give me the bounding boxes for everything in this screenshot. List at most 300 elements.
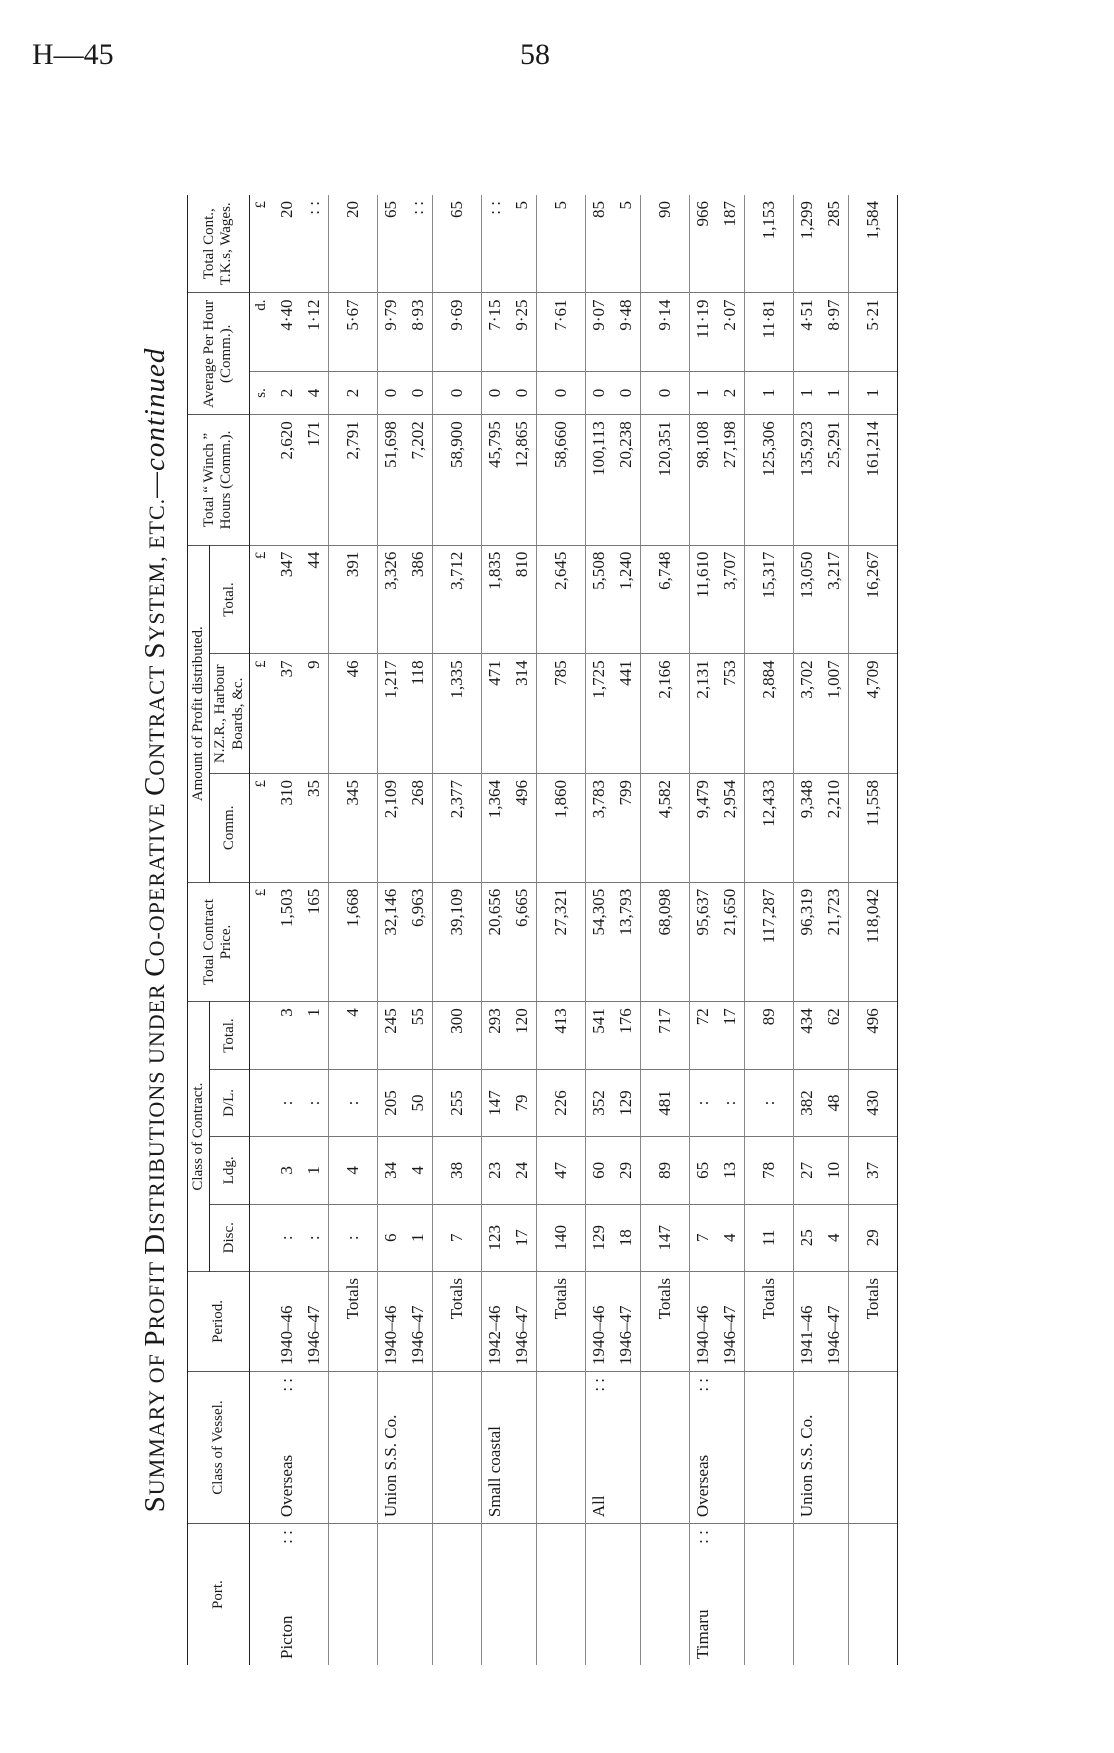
cell-ldg: 3 [274, 1137, 301, 1204]
cell-price: 95,637 [689, 882, 717, 1002]
units-row [249, 195, 274, 1665]
cell-avg-d: 9·69 [432, 293, 481, 371]
cell-comm: 3,783 [585, 773, 613, 882]
cell-avg-d: 5·67 [328, 293, 377, 371]
table-row [301, 195, 329, 1665]
cell-avg-s: 2 [328, 371, 377, 414]
col-comm: Comm. [210, 773, 250, 882]
cell-port [432, 1524, 481, 1665]
totals-row [744, 195, 793, 1665]
cell-winch: 58,660 [536, 415, 585, 545]
totals-row [536, 195, 585, 1665]
col-dl: D/L. [210, 1069, 250, 1136]
cell-ptotal: 11,610 [689, 545, 717, 654]
cell-period: 1941–46 [793, 1271, 821, 1371]
cell-avg-s: 0 [377, 371, 405, 414]
col-period: Period. [188, 1271, 250, 1371]
col-nzr: N.Z.R., Harbour Boards, &c. [210, 654, 250, 774]
cell-period: 1946–47 [509, 1271, 537, 1371]
cell-port [377, 1524, 405, 1665]
cell-disc: 4 [821, 1204, 849, 1271]
cell-dl: 147 [481, 1069, 509, 1136]
cell-total: 4 [328, 1002, 377, 1069]
cell-port: Picton : : [277, 1530, 297, 1659]
cell-avg-s: 0 [481, 371, 509, 414]
cell-avg-d: 9·14 [640, 293, 689, 371]
cell-dl: : [328, 1069, 377, 1136]
cell-wages: 85 [585, 195, 613, 293]
cell-nzr: 314 [509, 654, 537, 774]
cell-period: 1940–46 [377, 1271, 405, 1371]
cell-port [848, 1524, 897, 1665]
col-vessel: Class of Vessel. [188, 1371, 250, 1523]
cell-wages: : : [481, 195, 509, 293]
cell-ldg: 60 [585, 1137, 613, 1204]
cell-nzr: 1,335 [432, 654, 481, 774]
cell-port: Timaru : : [693, 1530, 713, 1659]
cell-avg-s: 1 [689, 371, 717, 414]
cell-dl: 430 [848, 1069, 897, 1136]
col-group-profit: Amount of Profit distributed. [188, 545, 210, 882]
cell-ptotal: 3,712 [432, 545, 481, 654]
cell-price: 1,503 [274, 882, 301, 1002]
cell-ldg: 29 [613, 1137, 641, 1204]
cell-period: 1946–47 [405, 1271, 433, 1371]
cell-winch: 135,923 [793, 415, 821, 545]
profit-distribution-table [187, 195, 898, 1665]
cell-wages: 5 [509, 195, 537, 293]
cell-total: 541 [585, 1002, 613, 1069]
cell-wages: 5 [613, 195, 641, 293]
cell-dl: : [301, 1069, 329, 1136]
cell-vessel [717, 1371, 745, 1523]
cell-winch: 2,620 [274, 415, 301, 545]
cell-dl: : [689, 1069, 717, 1136]
cell-dl: 79 [509, 1069, 537, 1136]
cell-period: Totals [432, 1271, 481, 1371]
cell-period: 1942–46 [481, 1271, 509, 1371]
cell-winch: 171 [301, 415, 329, 545]
cell-wages: 1,153 [744, 195, 793, 293]
cell-wages: : : [405, 195, 433, 293]
cell-ldg: 34 [377, 1137, 405, 1204]
cell-disc: : [328, 1204, 377, 1271]
cell-port [640, 1524, 689, 1665]
cell-avg-d: 8·93 [405, 293, 433, 371]
table-row [689, 195, 717, 1665]
cell-ptotal: 347 [274, 545, 301, 654]
cell-disc: 140 [536, 1204, 585, 1271]
table-row [793, 195, 821, 1665]
cell-total: 245 [377, 1002, 405, 1069]
cell-ptotal: 16,267 [848, 545, 897, 654]
cell-vessel: Union S.S. Co. [793, 1371, 821, 1523]
cell-ptotal: 386 [405, 545, 433, 654]
cell-dl: 255 [432, 1069, 481, 1136]
cell-avg-d: 9·79 [377, 293, 405, 371]
cell-wages: 285 [821, 195, 849, 293]
cell-period: 1946–47 [717, 1271, 745, 1371]
cell-ptotal: 3,217 [821, 545, 849, 654]
cell-total: 176 [613, 1002, 641, 1069]
cell-period: 1946–47 [613, 1271, 641, 1371]
totals-row [328, 195, 377, 1665]
col-disc: Disc. [210, 1204, 250, 1271]
cell-avg-s: 0 [640, 371, 689, 414]
cell-nzr: 1,007 [821, 654, 849, 774]
cell-nzr: 46 [328, 654, 377, 774]
cell-period: 1940–46 [689, 1271, 717, 1371]
table-row [481, 195, 509, 1665]
cell-winch: 120,351 [640, 415, 689, 545]
cell-avg-s: 4 [301, 371, 329, 414]
cell-nzr: 785 [536, 654, 585, 774]
cell-avg-d: 8·97 [821, 293, 849, 371]
cell-vessel [509, 1371, 537, 1523]
cell-price: 27,321 [536, 882, 585, 1002]
cell-ldg: 65 [689, 1137, 717, 1204]
cell-dl: 50 [405, 1069, 433, 1136]
cell-vessel: All : : [585, 1371, 613, 1523]
cell-disc: 25 [793, 1204, 821, 1271]
cell-wages: 1,584 [848, 195, 897, 293]
cell-period: Totals [328, 1271, 377, 1371]
table-row [405, 195, 433, 1665]
cell-price: 21,723 [821, 882, 849, 1002]
cell-avg-s: 0 [405, 371, 433, 414]
cell-ptotal: 44 [301, 545, 329, 654]
cell-total: 89 [744, 1002, 793, 1069]
table-row [821, 195, 849, 1665]
cell-period: 1946–47 [301, 1271, 329, 1371]
unit-comm: £ [249, 773, 274, 882]
table-body [249, 195, 897, 1665]
cell-avg-s: 1 [793, 371, 821, 414]
cell-disc: 129 [585, 1204, 613, 1271]
cell-comm: 4,582 [640, 773, 689, 882]
cell-avg-s: 1 [821, 371, 849, 414]
cell-dl: 352 [585, 1069, 613, 1136]
cell-disc: 1 [405, 1204, 433, 1271]
cell-avg-s: 2 [717, 371, 745, 414]
col-group-class-of-contract: Class of Contract. [188, 1002, 210, 1272]
cell-port [613, 1524, 641, 1665]
cell-avg-d: 4·40 [274, 293, 301, 371]
cell-nzr: 471 [481, 654, 509, 774]
cell-disc: 147 [640, 1204, 689, 1271]
unit-wages: £ [249, 195, 274, 293]
totals-row [432, 195, 481, 1665]
cell-price: 1,668 [328, 882, 377, 1002]
cell-vessel [848, 1371, 897, 1523]
cell-nzr: 1,725 [585, 654, 613, 774]
cell-total: 496 [848, 1002, 897, 1069]
cell-disc: 123 [481, 1204, 509, 1271]
cell-price: 96,319 [793, 882, 821, 1002]
cell-avg-s: 0 [432, 371, 481, 414]
cell-comm: 1,364 [481, 773, 509, 882]
cell-ldg: 47 [536, 1137, 585, 1204]
cell-comm: 799 [613, 773, 641, 882]
cell-dl: 226 [536, 1069, 585, 1136]
cell-ptotal: 13,050 [793, 545, 821, 654]
cell-vessel [301, 1371, 329, 1523]
cell-winch: 2,791 [328, 415, 377, 545]
cell-winch: 125,306 [744, 415, 793, 545]
cell-disc: 11 [744, 1204, 793, 1271]
cell-comm: 12,433 [744, 773, 793, 882]
cell-vessel: Small coastal [481, 1371, 509, 1523]
cell-nzr: 2,131 [689, 654, 717, 774]
cell-port [481, 1524, 509, 1665]
cell-period: Totals [536, 1271, 585, 1371]
cell-ptotal: 810 [509, 545, 537, 654]
cell-total: 72 [689, 1002, 717, 1069]
cell-ptotal: 1,835 [481, 545, 509, 654]
cell-wages: 65 [377, 195, 405, 293]
cell-port [585, 1524, 613, 1665]
cell-disc: 4 [717, 1204, 745, 1271]
unit-price: £ [249, 882, 274, 1002]
cell-nzr: 1,217 [377, 654, 405, 774]
cell-total: 120 [509, 1002, 537, 1069]
cell-winch: 7,202 [405, 415, 433, 545]
cell-avg-d: 11·81 [744, 293, 793, 371]
cell-winch: 45,795 [481, 415, 509, 545]
cell-port [405, 1524, 433, 1665]
cell-price: 13,793 [613, 882, 641, 1002]
cell-port [821, 1524, 849, 1665]
cell-ptotal: 3,707 [717, 545, 745, 654]
cell-avg-d: 1·12 [301, 293, 329, 371]
cell-avg-d: 7·15 [481, 293, 509, 371]
cell-price: 39,109 [432, 882, 481, 1002]
cell-vessel: Union S.S. Co. [377, 1371, 405, 1523]
cell-nzr: 441 [613, 654, 641, 774]
cell-dl: 382 [793, 1069, 821, 1136]
cell-port [328, 1524, 377, 1665]
cell-vessel: Overseas : : [274, 1371, 301, 1523]
cell-wages: 65 [432, 195, 481, 293]
cell-vessel [640, 1371, 689, 1523]
cell-period: Totals [744, 1271, 793, 1371]
cell-wages: 966 [689, 195, 717, 293]
cell-wages: 90 [640, 195, 689, 293]
cell-ldg: 13 [717, 1137, 745, 1204]
cell-total: 717 [640, 1002, 689, 1069]
cell-vessel [432, 1371, 481, 1523]
cell-winch: 100,113 [585, 415, 613, 545]
cell-comm: 35 [301, 773, 329, 882]
table-title: SUMMARY OF PROFIT DISTRIBUTIONS UNDER CO-OPERATIVE CONTRACT SYSTEM, ETC.—continued [139, 347, 171, 1513]
cell-winch: 25,291 [821, 415, 849, 545]
col-class-total: Total. [210, 1002, 250, 1069]
cell-total: 3 [274, 1002, 301, 1069]
cell-avg-s: 0 [585, 371, 613, 414]
col-wages: Total Cont., T.K.s, Wages. [188, 195, 250, 293]
cell-disc: 18 [613, 1204, 641, 1271]
cell-vessel [405, 1371, 433, 1523]
cell-ptotal: 1,240 [613, 545, 641, 654]
cell-nzr: 37 [274, 654, 301, 774]
cell-avg-s: 0 [509, 371, 537, 414]
unit-shillings: s. [249, 371, 274, 414]
cell-port [509, 1524, 537, 1665]
cell-comm: 1,860 [536, 773, 585, 882]
cell-total: 62 [821, 1002, 849, 1069]
cell-winch: 51,698 [377, 415, 405, 545]
col-port: Port. [188, 1524, 250, 1665]
cell-disc: 29 [848, 1204, 897, 1271]
cell-comm: 2,109 [377, 773, 405, 882]
cell-avg-d: 4·51 [793, 293, 821, 371]
cell-ldg: 38 [432, 1137, 481, 1204]
totals-row [848, 195, 897, 1665]
cell-wages: 1,299 [793, 195, 821, 293]
cell-period: 1946–47 [821, 1271, 849, 1371]
cell-comm: 310 [274, 773, 301, 882]
cell-avg-d: 9·25 [509, 293, 537, 371]
cell-ldg: 23 [481, 1137, 509, 1204]
col-contract-price: Total Contract Price. [188, 882, 250, 1002]
cell-winch: 12,865 [509, 415, 537, 545]
col-average-per-hour: Average Per Hour (Comm.). [188, 293, 250, 415]
cell-vessel [613, 1371, 641, 1523]
cell-price: 117,287 [744, 882, 793, 1002]
cell-total: 434 [793, 1002, 821, 1069]
cell-price: 118,042 [848, 882, 897, 1002]
cell-price: 6,665 [509, 882, 537, 1002]
cell-avg-s: 1 [848, 371, 897, 414]
cell-comm: 2,210 [821, 773, 849, 882]
cell-comm: 11,558 [848, 773, 897, 882]
cell-period: 1940–46 [274, 1271, 301, 1371]
cell-avg-d: 9·48 [613, 293, 641, 371]
cell-port [793, 1524, 821, 1665]
cell-port [717, 1524, 745, 1665]
cell-dl: : [717, 1069, 745, 1136]
cell-winch: 27,198 [717, 415, 745, 545]
cell-comm: 345 [328, 773, 377, 882]
cell-nzr: 3,702 [793, 654, 821, 774]
cell-ptotal: 2,645 [536, 545, 585, 654]
cell-disc: : [301, 1204, 329, 1271]
cell-nzr: 2,884 [744, 654, 793, 774]
cell-avg-d: 5·21 [848, 293, 897, 371]
cell-ldg: 10 [821, 1137, 849, 1204]
cell-period: Totals [640, 1271, 689, 1371]
cell-ptotal: 15,317 [744, 545, 793, 654]
cell-disc: 7 [432, 1204, 481, 1271]
cell-comm: 9,348 [793, 773, 821, 882]
cell-dl: : [274, 1069, 301, 1136]
cell-ldg: 27 [793, 1137, 821, 1204]
cell-ldg: 89 [640, 1137, 689, 1204]
cell-ldg: 37 [848, 1137, 897, 1204]
cell-port [536, 1524, 585, 1665]
cell-ptotal: 391 [328, 545, 377, 654]
unit-nzr: £ [249, 654, 274, 774]
rotated-table-block [123, 195, 1043, 1665]
cell-avg-s: 0 [613, 371, 641, 414]
cell-port [301, 1524, 329, 1665]
cell-total: 293 [481, 1002, 509, 1069]
cell-price: 21,650 [717, 882, 745, 1002]
cell-ldg: 24 [509, 1137, 537, 1204]
cell-avg-d: 11·19 [689, 293, 717, 371]
col-winch-hours: Total “ Winch ” Hours (Comm.). [188, 415, 250, 545]
cell-total: 300 [432, 1002, 481, 1069]
cell-ldg: 4 [405, 1137, 433, 1204]
unit-profit-total: £ [249, 545, 274, 654]
cell-ptotal: 5,508 [585, 545, 613, 654]
cell-vessel [744, 1371, 793, 1523]
cell-winch: 98,108 [689, 415, 717, 545]
cell-nzr: 9 [301, 654, 329, 774]
cell-avg-s: 1 [744, 371, 793, 414]
cell-total: 1 [301, 1002, 329, 1069]
table-row [509, 195, 537, 1665]
cell-wages: 5 [536, 195, 585, 293]
cell-avg-d: 9·07 [585, 293, 613, 371]
cell-price: 165 [301, 882, 329, 1002]
cell-price: 68,098 [640, 882, 689, 1002]
cell-total: 413 [536, 1002, 585, 1069]
cell-nzr: 753 [717, 654, 745, 774]
cell-vessel [821, 1371, 849, 1523]
cell-winch: 161,214 [848, 415, 897, 545]
cell-comm: 496 [509, 773, 537, 882]
cell-vessel [536, 1371, 585, 1523]
cell-comm: 2,954 [717, 773, 745, 882]
cell-ldg: 4 [328, 1137, 377, 1204]
cell-total: 55 [405, 1002, 433, 1069]
cell-wages: 20 [328, 195, 377, 293]
totals-row [640, 195, 689, 1665]
cell-nzr: 2,166 [640, 654, 689, 774]
cell-disc: 7 [689, 1204, 717, 1271]
page-ref: H—45 [32, 38, 114, 71]
cell-comm: 268 [405, 773, 433, 882]
cell-wages: 20 [274, 195, 301, 293]
cell-ptotal: 3,326 [377, 545, 405, 654]
cell-ldg: 78 [744, 1137, 793, 1204]
col-ldg: Ldg. [210, 1137, 250, 1204]
cell-period: 1940–46 [585, 1271, 613, 1371]
cell-nzr: 4,709 [848, 654, 897, 774]
cell-dl: 205 [377, 1069, 405, 1136]
cell-ldg: 1 [301, 1137, 329, 1204]
cell-price: 32,146 [377, 882, 405, 1002]
cell-winch: 58,900 [432, 415, 481, 545]
table-row [274, 195, 301, 1665]
cell-disc: 17 [509, 1204, 537, 1271]
cell-dl: 48 [821, 1069, 849, 1136]
table-row [377, 195, 405, 1665]
cell-price: 54,305 [585, 882, 613, 1002]
cell-period: Totals [848, 1271, 897, 1371]
cell-disc: : [274, 1204, 301, 1271]
cell-wages: : : [301, 195, 329, 293]
cell-winch: 20,238 [613, 415, 641, 545]
cell-avg-d: 7·61 [536, 293, 585, 371]
cell-dl: 129 [613, 1069, 641, 1136]
table-row [717, 195, 745, 1665]
cell-avg-d: 2·07 [717, 293, 745, 371]
col-profit-total: Total. [210, 545, 250, 654]
cell-price: 6,963 [405, 882, 433, 1002]
unit-pence: d. [249, 293, 274, 371]
